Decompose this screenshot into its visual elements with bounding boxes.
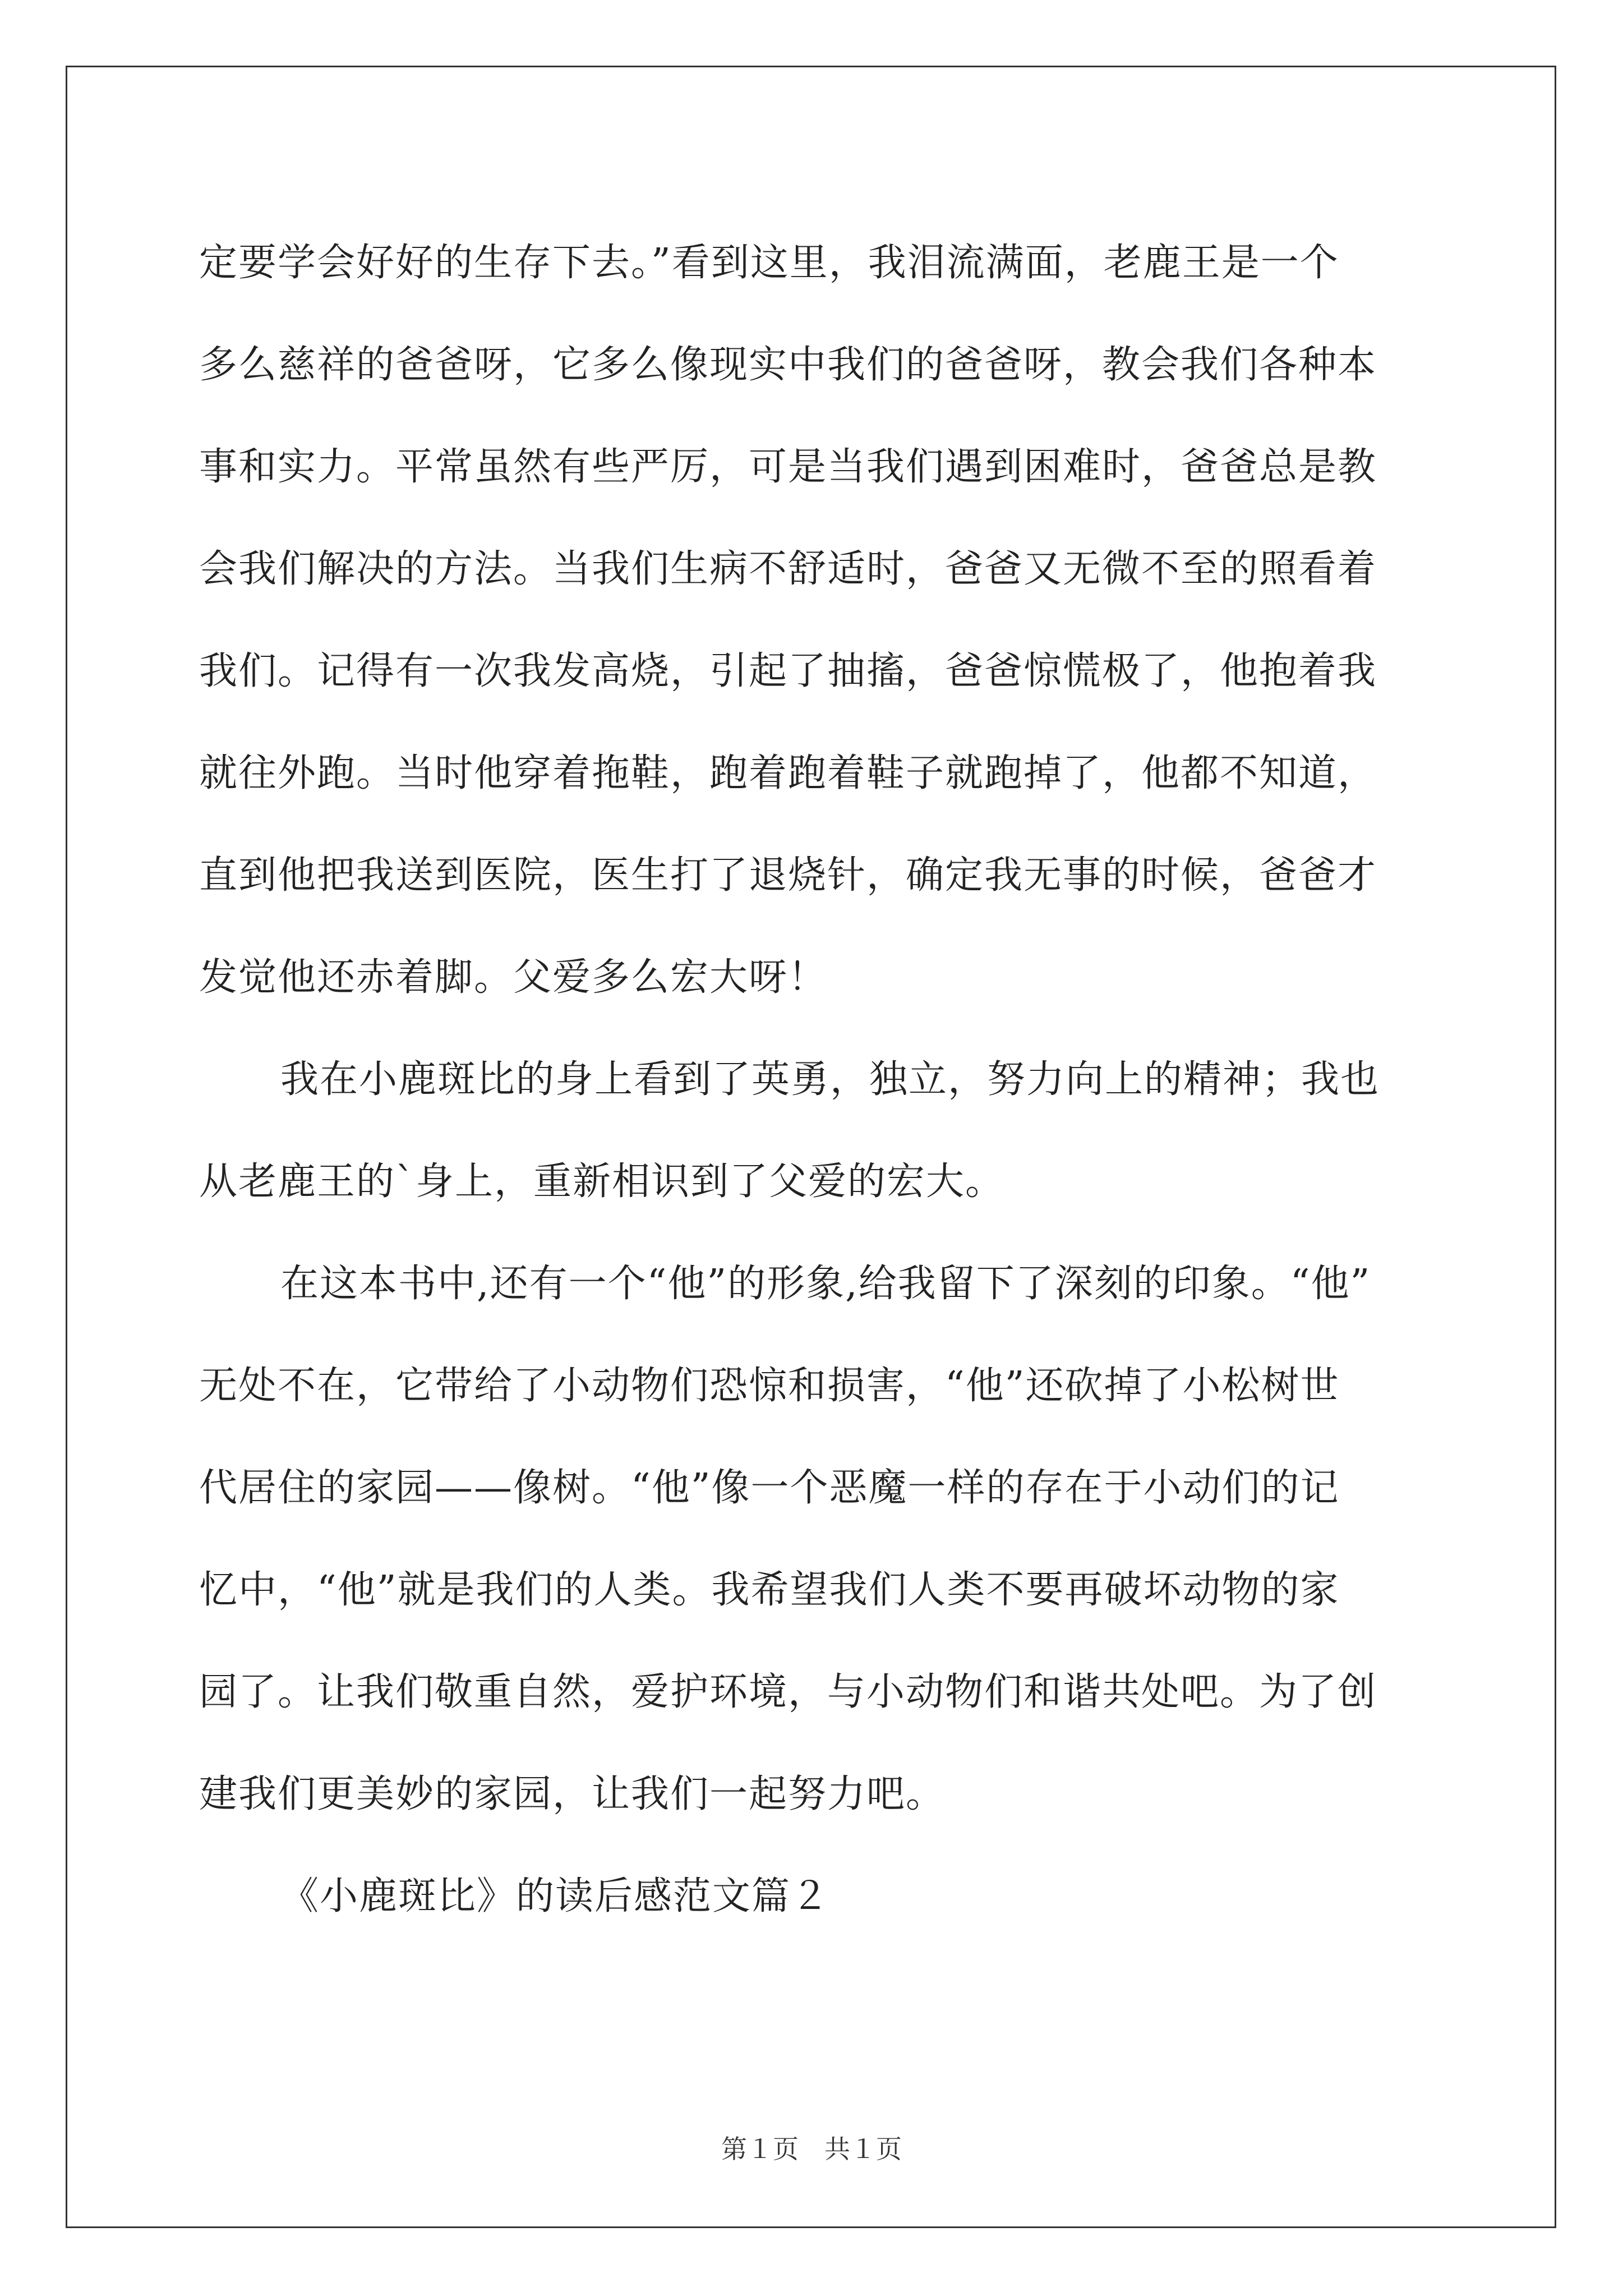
paragraph-start-line: 我在小鹿斑比的身上看到了英勇，独立，努力向上的精神；我也 <box>280 1057 1380 1102</box>
text-line: 直到他把我送到医院，医生打了退烧针，确定我无事的时候，爸爸才 <box>199 853 1377 898</box>
text-line: 就往外跑。当时他穿着拖鞋，跑着跑着鞋子就跑掉了，他都不知道， <box>199 751 1377 795</box>
section-heading: 《小鹿斑比》的读后感范文篇２ <box>280 1874 831 1918</box>
text-line: 建我们更美妙的家园，让我们一起努力吧。 <box>199 1772 946 1816</box>
text-line: 多么慈祥的爸爸呀，它多么像现实中我们的爸爸呀，教会我们各种本 <box>199 343 1377 387</box>
text-line: 无处不在，它带给了小动物们恐惊和损害，“他”还砍掉了小松树世 <box>199 1364 1340 1408</box>
page-number: 第１页 <box>721 2134 799 2164</box>
document-body <box>199 212 1438 1948</box>
text-line: 我们。记得有一次我发高烧，引起了抽搐，爸爸惊慌极了，他抱着我 <box>199 649 1377 693</box>
text-line: 会我们解决的方法。当我们生病不舒适时，爸爸又无微不至的照看着 <box>199 547 1377 591</box>
text-line: 事和实力。平常虽然有些严厉，可是当我们遇到困难时，爸爸总是教 <box>199 445 1377 489</box>
page-footer <box>0 2129 1623 2166</box>
text-line: 园了。让我们敬重自然，爱护环境，与小动物们和谐共处吧。为了创 <box>199 1670 1377 1714</box>
text-line: 忆中，“他”就是我们的人类。我希望我们人类不要再破坏动物的家 <box>199 1568 1340 1612</box>
page-total: 共１页 <box>824 2134 902 2164</box>
text-line: 定要学会好好的生存下去。”看到这里，我泪流满面，老鹿王是一个 <box>199 241 1339 285</box>
text-line: 从老鹿王的`身上，重新相识到了父爱的宏大。 <box>199 1159 1005 1204</box>
text-line: 发觉他还赤着脚。父爱多么宏大呀！ <box>199 955 828 1000</box>
paragraph-start-line: 在这本书中,还有一个“他”的形象,给我留下了深刻的印象。“他” <box>280 1262 1371 1306</box>
text-line: 代居住的家园——像树。“他”像一个恶魔一样的存在于小动们的记 <box>199 1466 1340 1510</box>
